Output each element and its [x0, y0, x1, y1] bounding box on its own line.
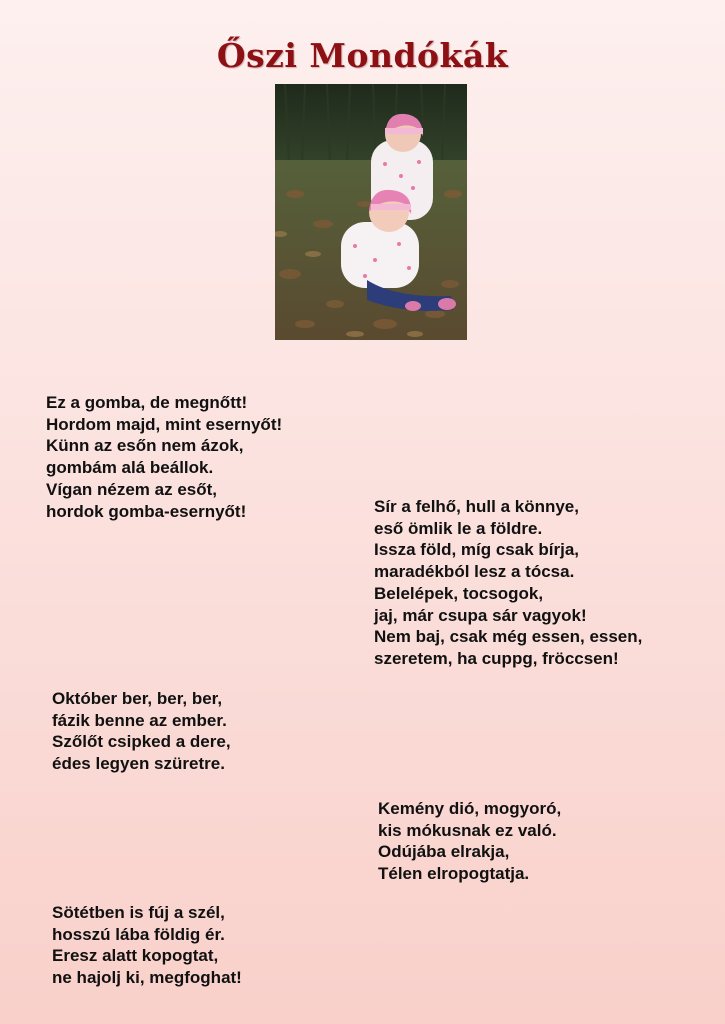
poem-line: Belelépek, tocsogok, [374, 583, 544, 603]
poem-line: maradékból lesz a tócsa. [374, 562, 575, 582]
poem-line: gombám alá beállok. [46, 458, 214, 478]
poem-line: jaj, már csupa sár vagyok! [374, 605, 587, 625]
poem-line: Sötétben is fúj a szél, [52, 903, 225, 922]
photo-two-children-autumn-leaves [275, 84, 467, 340]
poem-line: Odújába elrakja, [378, 842, 510, 862]
poem-line: hosszú lába földig ér. [52, 924, 225, 944]
poem-line: Nem baj, csak még essen, essen, [374, 627, 643, 647]
poem-szel [52, 902, 242, 989]
poem-line: Eresz alatt kopogtat, [52, 946, 219, 966]
poem-line: fázik benne az ember. [52, 710, 227, 730]
poem-dio [378, 798, 561, 885]
poem-line: Künn az esőn nem ázok, [46, 436, 244, 456]
poem-line: eső ömlik le a földre. [374, 518, 543, 538]
poem-line: ne hajolj ki, megfoghat! [52, 968, 242, 988]
poem-line: Télen elropogtatja. [378, 864, 530, 884]
poem-line: kis mókusnak ez való. [378, 820, 557, 840]
poem-line: hordok gomba-esernyőt! [46, 501, 247, 521]
poem-line: édes legyen szüretre. [52, 754, 225, 774]
poem-felho [374, 496, 642, 670]
photo-children-in-leaves [275, 84, 467, 340]
page-title: Őszi Mondókák [216, 36, 509, 76]
poem-line: Szőlőt csipked a dere, [52, 732, 231, 752]
poem-line: Sír a felhő, hull a könnye, [374, 497, 579, 516]
poem-line: Issza föld, míg csak bírja, [374, 540, 580, 560]
poem-line: Kemény dió, mogyoró, [378, 799, 562, 818]
poem-line: szeretem, ha cuppg, fröccsen! [374, 648, 619, 668]
poem-line: Ez a gomba, de megnőtt! [46, 393, 248, 412]
poem-line: Október ber, ber, ber, [52, 689, 223, 708]
poem-oktober [52, 688, 231, 775]
poem-line: Vígan nézem az esőt, [46, 479, 217, 499]
poem-gomba [46, 392, 282, 522]
poem-line: Hordom majd, mint esernyőt! [46, 414, 283, 434]
